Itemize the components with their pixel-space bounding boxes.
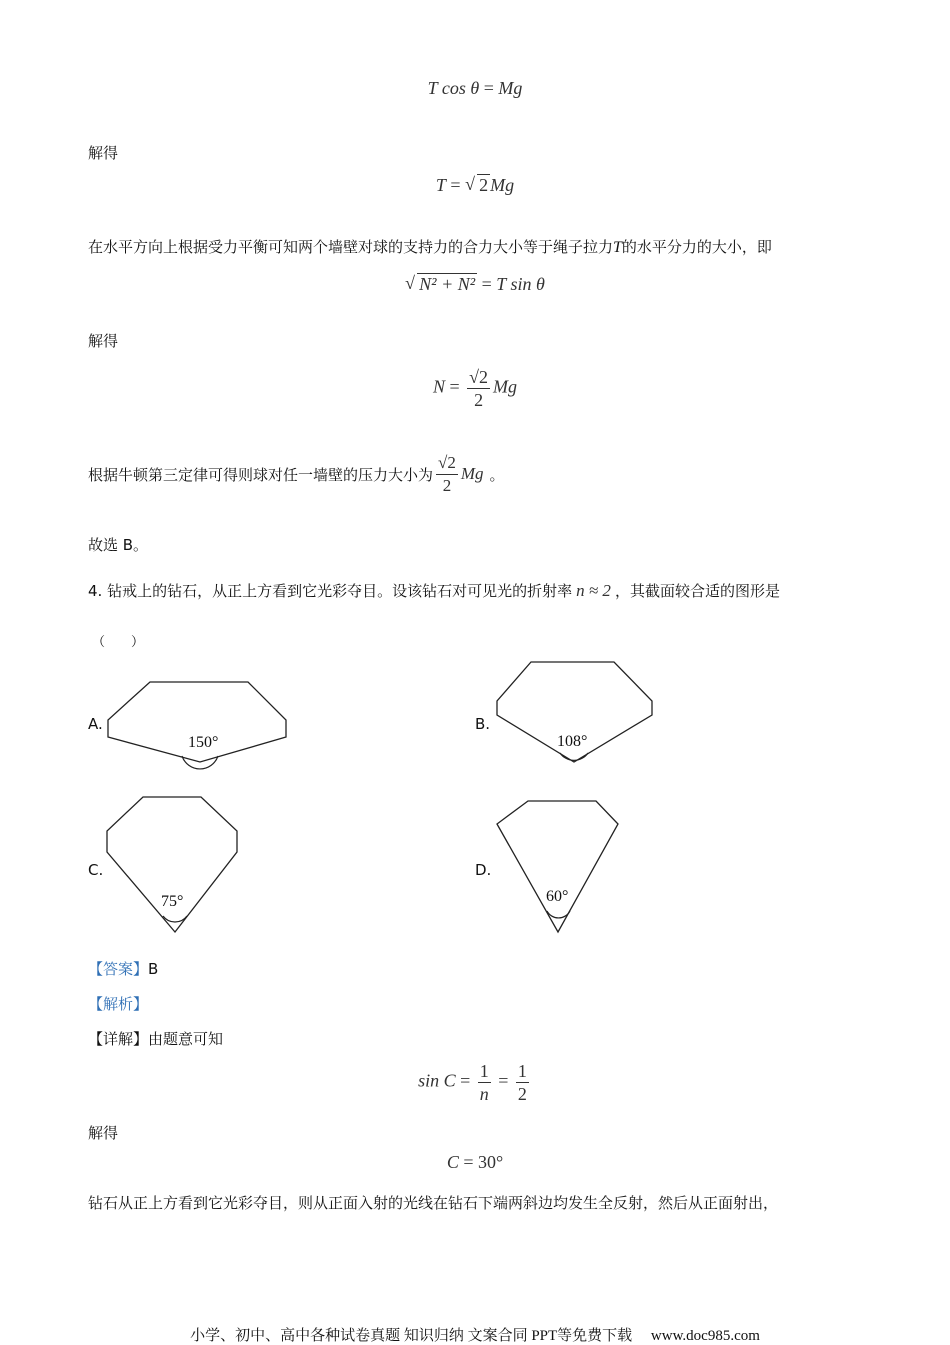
solve-label: 解得 <box>88 1124 119 1142</box>
eq2-root: 2 <box>479 175 489 195</box>
eq5-lhs: sin C <box>418 1070 456 1091</box>
option-c-label[interactable]: C. <box>88 861 104 879</box>
eq5-d1: n <box>479 1084 489 1104</box>
question-math: n ≈ 2 <box>576 581 611 600</box>
para2-den: 2 <box>442 475 452 495</box>
paragraph-horizontal-balance <box>88 236 772 257</box>
fraction <box>478 1060 491 1105</box>
eq5-d2: 2 <box>517 1084 527 1104</box>
page-footer: 小学、初中、高中各种试卷真题 知识归纳 文案合同 PPT等免费下载 www.doc985.com <box>190 1328 760 1344</box>
fraction <box>436 452 458 497</box>
equation-tension-result: T = √ 2 Mg <box>0 175 950 196</box>
eq5-n2: 1 <box>517 1061 527 1081</box>
eq6-lhs: C <box>446 1152 459 1172</box>
detail-line <box>88 1028 223 1049</box>
equation-normal-sum: √ N² + N² = T sin θ <box>0 274 950 295</box>
para2-end: 。 <box>489 465 505 484</box>
answer-value: B <box>148 960 159 978</box>
eq4-tail: Mg <box>493 376 518 397</box>
equation-normal-result: N = $\frac{√2}{2}$ Mg <box>432 367 518 410</box>
equation-tension-vertical: T cos θ = Mg <box>427 78 523 98</box>
para2-tail: Mg <box>460 464 484 483</box>
option-b-diagram[interactable] <box>490 655 660 770</box>
solve-label: 解得 <box>88 144 119 162</box>
question-4 <box>88 580 780 601</box>
option-c-angle: 75° <box>161 893 184 910</box>
option-b-angle: 108° <box>557 733 588 750</box>
analysis-tag: 【解析】 <box>88 995 149 1013</box>
para2-num: √2 <box>436 452 458 475</box>
eq5-n1: 1 <box>479 1061 489 1081</box>
option-d-angle: 60° <box>546 888 569 905</box>
eq2-tail: Mg <box>490 175 515 195</box>
fraction <box>467 366 490 411</box>
sqrt-symbol <box>465 175 490 196</box>
option-b-label[interactable]: B. <box>475 715 491 733</box>
question-text: 4. 钻戒上的钻石，从正上方看到它光彩夺目。设该钻石对可见光的折射率 <box>88 582 573 600</box>
solve-label: 解得 <box>88 332 119 350</box>
eq3-radicand: N² + N² <box>419 274 476 294</box>
eq1-lhs: T cos θ <box>427 78 480 98</box>
para2-text: 根据牛顿第三定律可得则球对任一墙壁的压力大小为 <box>88 465 434 484</box>
paragraph-total-reflection: 钻石从正上方看到它光彩夺目，则从正面入射的光线在钻石下端两斜边均发生全反射，然后从正面射出， <box>88 1194 779 1212</box>
para1-text: 在水平方向上根据受力平衡可知两个墙壁对球的支持力的合力大小等于绳子拉力 <box>88 238 614 256</box>
detail-tag: 【详解】 <box>88 1030 149 1048</box>
option-d-diagram[interactable] <box>490 795 625 940</box>
question-tail: ，其截面较合适的图形是 <box>614 582 780 600</box>
paragraph-newton-third-law <box>88 450 505 498</box>
eq2-lhs: T <box>435 175 446 195</box>
option-a-diagram[interactable] <box>100 675 300 770</box>
para1-tail: 的水平分力的大小，即 <box>621 238 772 256</box>
eq4-lhs: N <box>432 376 445 397</box>
eq4-den: 2 <box>474 390 484 410</box>
option-a-label[interactable]: A. <box>88 715 103 733</box>
option-d-label[interactable]: D. <box>475 861 492 879</box>
answer-blank: （ ） <box>92 635 145 650</box>
para1-var: T <box>613 239 622 256</box>
detail-text: 由题意可知 <box>148 1030 224 1048</box>
eq4-num: √2 <box>469 367 489 387</box>
fraction <box>516 1060 529 1105</box>
option-c-diagram[interactable] <box>100 790 245 940</box>
eq1-rhs: Mg <box>498 78 523 98</box>
answer-line <box>88 958 158 979</box>
eq3-rhs: T sin θ <box>496 274 545 294</box>
eq6-rhs: 30° <box>477 1152 504 1172</box>
answer-tag: 【答案】 <box>88 960 149 978</box>
choose-statement: 故选 B。 <box>88 536 149 554</box>
equation-critical-angle: sin C = $\frac{1}{n}$ = $\frac{1}{2}$ <box>418 1061 527 1104</box>
sqrt-symbol <box>405 274 477 295</box>
option-a-angle: 150° <box>188 734 219 751</box>
equation-angle-result: C = 30° <box>446 1152 504 1172</box>
